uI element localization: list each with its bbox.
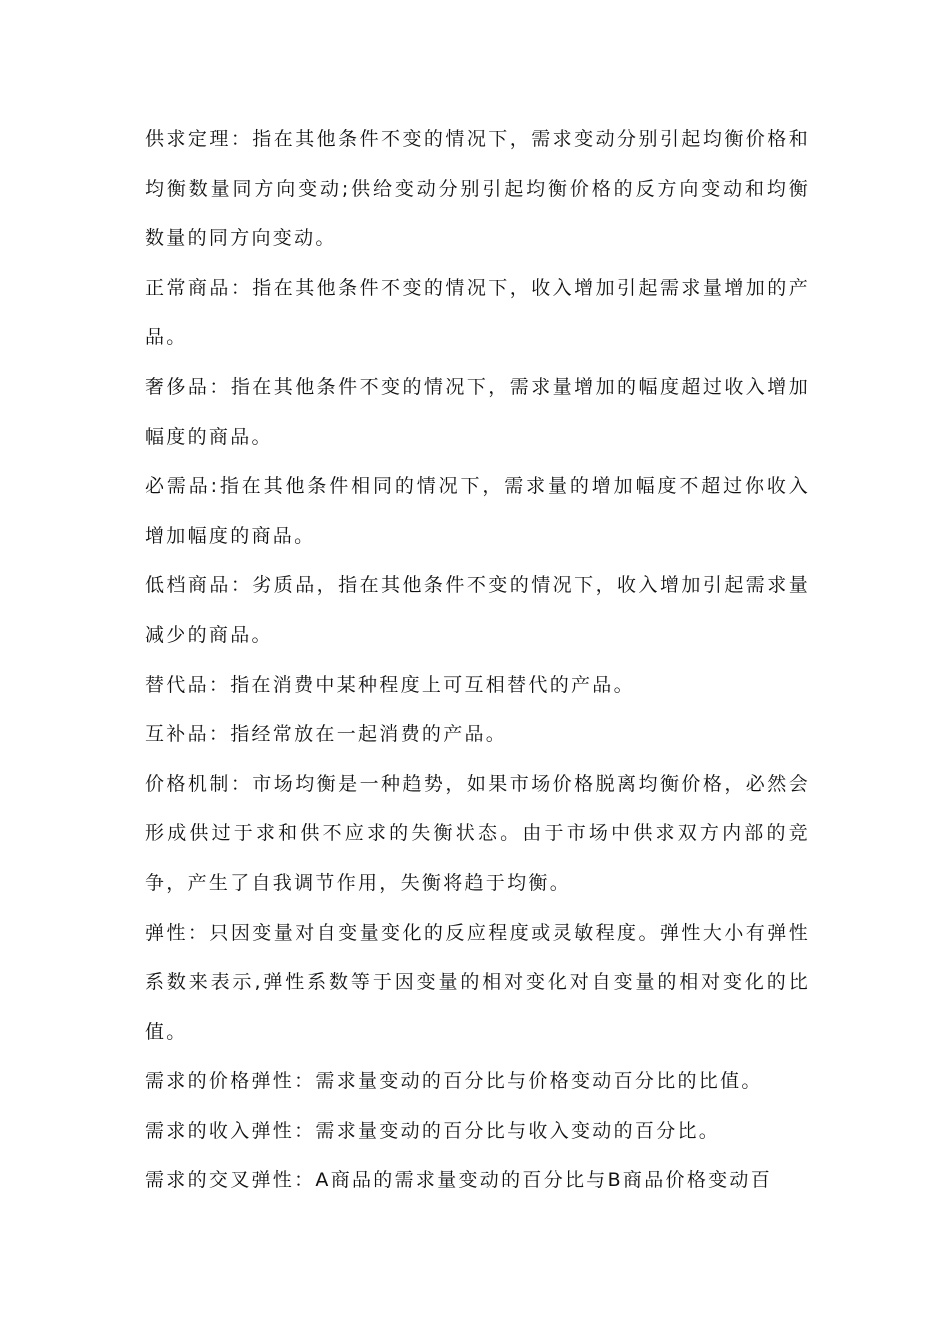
paragraph-elasticity: 弹性：只因变量对自变量变化的反应程度或灵敏程度。弹性大小有弹性系数来表示,弹性系数等于因变量的相对变化对自变量的相对变化的比值。: [145, 921, 810, 1043]
paragraph-supply-demand-law: 供求定理：指在其他条件不变的情况下，需求变动分别引起均衡价格和均衡数量同方向变动;供给变动分别引起均衡价格的反方向变动和均衡数量的同方向变动。: [145, 128, 810, 250]
paragraph-inferior-goods: 低档商品：劣质品，指在其他条件不变的情况下，收入增加引起需求量减少的商品。: [145, 574, 810, 646]
paragraph-price-elasticity: 需求的价格弹性：需求量变动的百分比与价格变动百分比的比值。: [145, 1070, 763, 1093]
paragraph-normal-goods: 正常商品：指在其他条件不变的情况下，收入增加引起需求量增加的产品。: [145, 276, 810, 349]
paragraph-income-elasticity: 需求的收入弹性：需求量变动的百分比与收入变动的百分比。: [145, 1119, 721, 1142]
document-body: [145, 115, 810, 1206]
paragraph-price-mechanism: 价格机制：市场均衡是一种趋势，如果市场价格脱离均衡价格，必然会形成供过于求和供不应求的失衡状态。由于市场中供求双方内部的竞争，产生了自我调节作用，失衡将趋于均衡。: [145, 772, 810, 894]
paragraph-substitutes: 替代品：指在消费中某种程度上可互相替代的产品。: [145, 673, 635, 696]
paragraph-complements: 互补品：指经常放在一起消费的产品。: [145, 723, 508, 746]
paragraph-cross-elasticity: 需求的交叉弹性：A商品的需求量变动的百分比与B商品价格变动百: [145, 1169, 773, 1192]
paragraph-necessities: 必需品:指在其他条件相同的情况下，需求量的增加幅度不超过你收入增加幅度的商品。: [145, 475, 810, 547]
paragraph-luxury-goods: 奢侈品：指在其他条件不变的情况下，需求量增加的幅度超过收入增加幅度的商品。: [145, 375, 810, 448]
